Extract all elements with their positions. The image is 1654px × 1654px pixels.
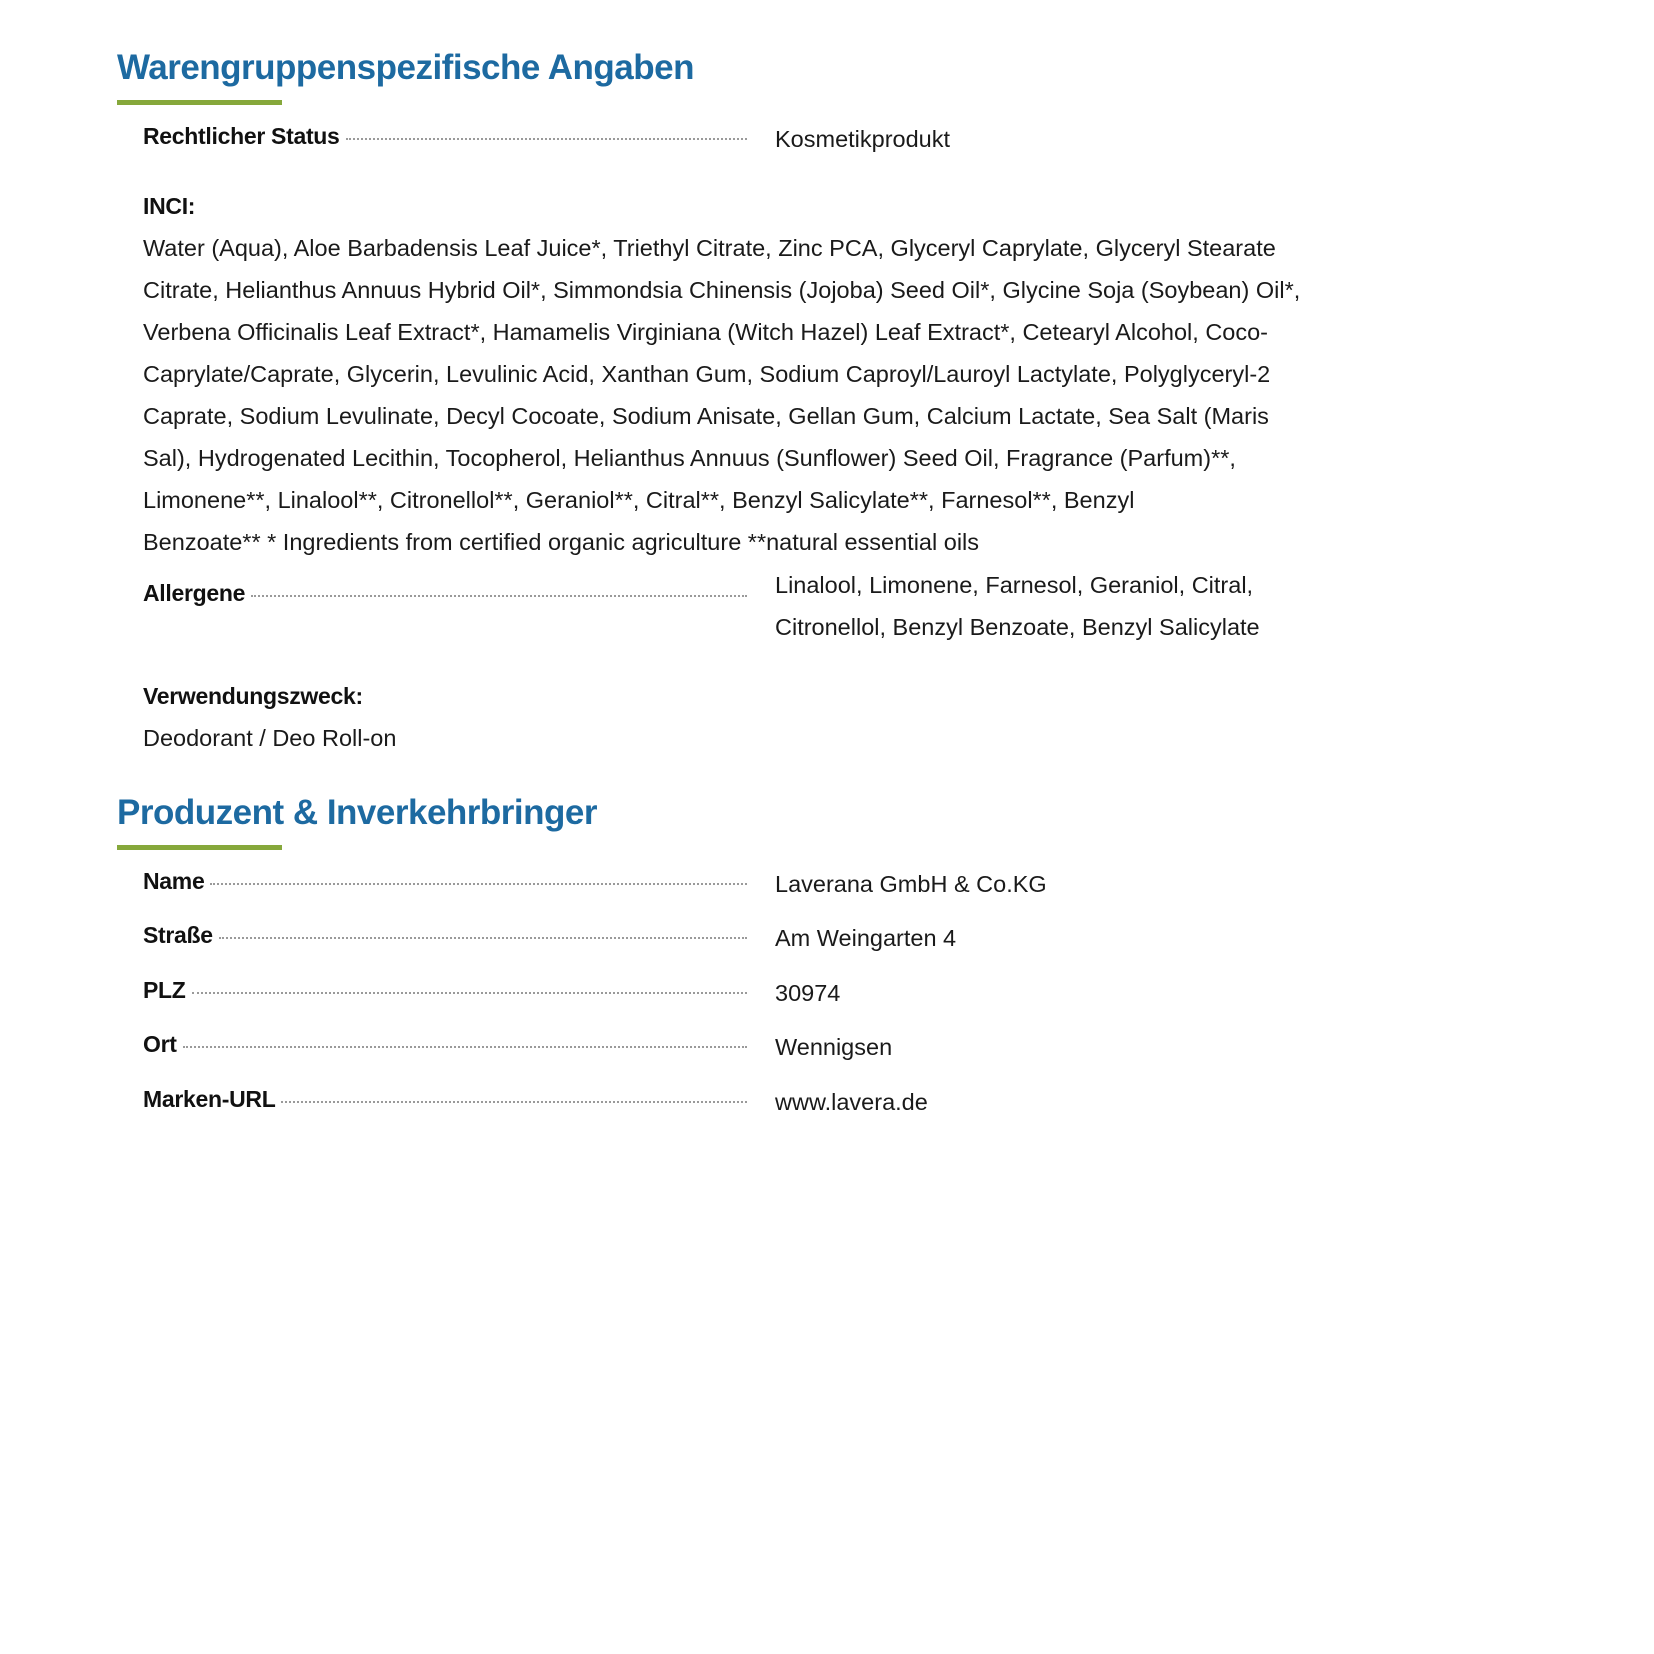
inci-line: Sal), Hydrogenated Lecithin, Tocopherol, Helianthus Annuus (Sunflower) Seed Oil, Fragrance (Parfum)**, xyxy=(143,445,1236,471)
leader-dots xyxy=(251,594,747,597)
allergene-line: Citronellol, Benzyl Benzoate, Benzyl Salicylate xyxy=(775,614,1260,640)
allergene-line: Linalool, Limonene, Farnesol, Geraniol, Citral, xyxy=(775,572,1254,598)
row-label: PLZ xyxy=(143,977,186,1003)
row-label: Marken-URL xyxy=(143,1086,276,1112)
leader-dots xyxy=(210,882,747,885)
row-value-strasse: Am Weingarten 4 xyxy=(775,925,957,951)
inci-line: Limonene**, Linalool**, Citronellol**, Geraniol**, Citral**, Benzyl Salicylate**, Farnesol**, Benzyl xyxy=(143,487,1135,513)
leader-dots xyxy=(219,936,747,939)
row-label: Straße xyxy=(143,922,213,948)
row-plz xyxy=(143,977,747,1004)
row-label: Name xyxy=(143,868,205,894)
section-title-producer: Produzent & Inverkehrbringer xyxy=(117,793,597,832)
inci-label: INCI: xyxy=(143,193,196,219)
leader-dots xyxy=(192,991,747,994)
row-value-allergene xyxy=(775,564,1395,648)
inci-line: Benzoate** * Ingredients from certified organic agriculture **natural essential oils xyxy=(143,529,980,555)
row-allergene xyxy=(143,580,747,607)
row-ort xyxy=(143,1031,747,1058)
row-name xyxy=(143,868,747,895)
row-label: Ort xyxy=(143,1031,177,1057)
section-title-underline xyxy=(117,845,282,850)
row-label: Allergene xyxy=(143,580,246,606)
inci-line: Verbena Officinalis Leaf Extract*, Hamamelis Virginiana (Witch Hazel) Leaf Extract*, Cetearyl Alcohol, Coco- xyxy=(143,319,1269,345)
section-title-product-info: Warengruppenspezifische Angaben xyxy=(117,48,694,87)
verwendungszweck-value: Deodorant / Deo Roll-on xyxy=(143,725,397,751)
inci-line: Water (Aqua), Aloe Barbadensis Leaf Juice*, Triethyl Citrate, Zinc PCA, Glyceryl Caprylate, Glyceryl Stearate xyxy=(143,235,1276,261)
leader-dots xyxy=(281,1100,747,1103)
row-marken-url xyxy=(143,1086,747,1113)
inci-text xyxy=(143,227,1403,563)
leader-dots xyxy=(183,1045,747,1048)
row-value-marken-url: www.lavera.de xyxy=(775,1089,928,1115)
verwendungszweck-label: Verwendungszweck: xyxy=(143,683,363,709)
section-title-underline xyxy=(117,100,282,105)
row-value-name: Laverana GmbH & Co.KG xyxy=(775,871,1047,897)
leader-dots xyxy=(346,137,747,140)
row-value-rechtlicher-status: Kosmetikprodukt xyxy=(775,126,951,152)
row-rechtlicher-status xyxy=(143,123,747,150)
inci-line: Caprylate/Caprate, Glycerin, Levulinic Acid, Xanthan Gum, Sodium Caproyl/Lauroyl Lactylate, Polyglyceryl-2 xyxy=(143,361,1271,387)
row-value-ort: Wennigsen xyxy=(775,1034,893,1060)
inci-line: Caprate, Sodium Levulinate, Decyl Cocoate, Sodium Anisate, Gellan Gum, Calcium Lactate, Sea Salt (Maris xyxy=(143,403,1269,429)
inci-line: Citrate, Helianthus Annuus Hybrid Oil*, Simmondsia Chinensis (Jojoba) Seed Oil*, Glycine Soja (Soybean) Oil*, xyxy=(143,277,1301,303)
row-strasse xyxy=(143,922,747,949)
row-label: Rechtlicher Status xyxy=(143,123,340,149)
row-value-plz: 30974 xyxy=(775,980,841,1006)
